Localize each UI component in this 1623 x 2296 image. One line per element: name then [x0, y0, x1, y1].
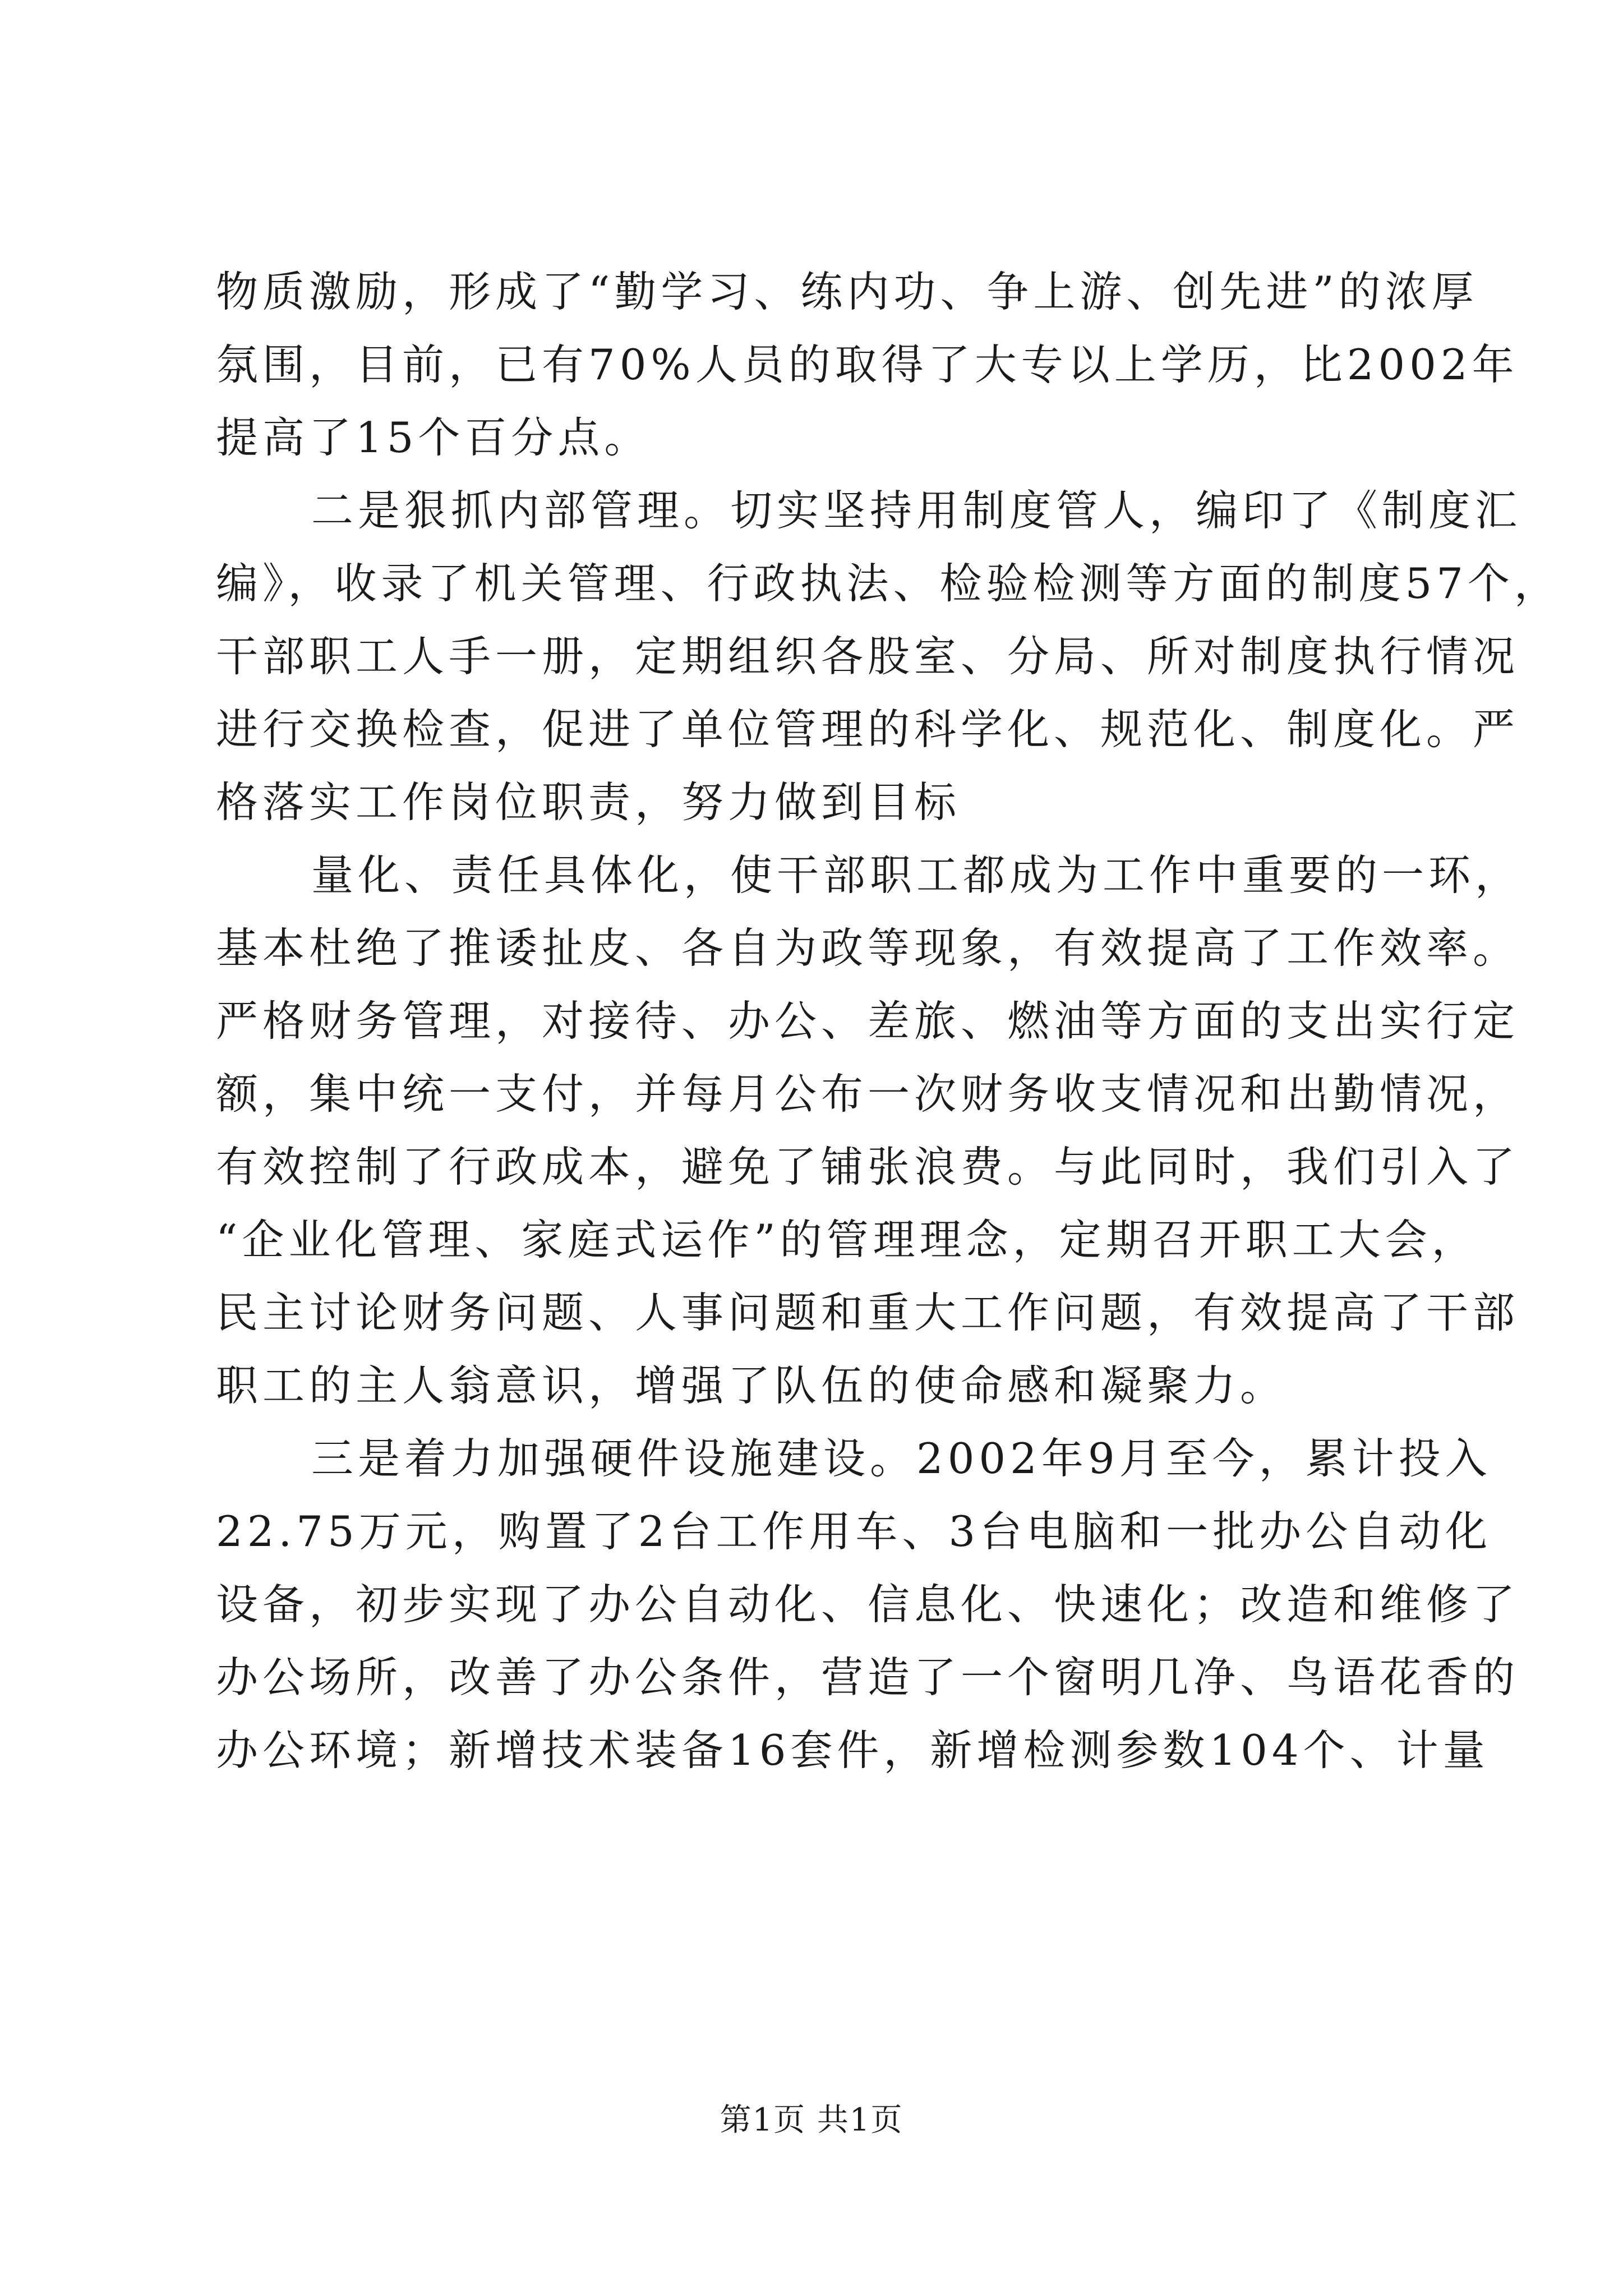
- text-line: 办公场所，改善了办公条件，营造了一个窗明几净、鸟语花香的: [216, 1653, 1520, 1702]
- paragraph-start-line: 三是着力加强硬件设施建设。2002年9月至今，累计投入: [311, 1434, 1492, 1483]
- page-footer: [0, 2095, 1623, 2140]
- text-line: 22.75万元，购置了2台工作用车、3台电脑和一批办公自动化: [216, 1507, 1492, 1556]
- text-line: 氛围，目前，已有70%人员的取得了大专以上学历，比2002年: [216, 340, 1519, 389]
- text-line: 基本杜绝了推诿扯皮、各自为政等现象，有效提高了工作效率。: [216, 923, 1520, 973]
- text-line: 职工的主人翁意识，增强了队伍的使命感和凝聚力。: [216, 1361, 1287, 1410]
- text-line: 编》，收录了机关管理、行政执法、检验检测等方面的制度57个，: [216, 559, 1561, 608]
- text-line: 额，集中统一支付，并每月公布一次财务收支情况和出勤情况，: [216, 1069, 1520, 1119]
- text-line: 提高了15个百分点。: [216, 413, 651, 462]
- paragraph-start-line: 二是狠抓内部管理。切实坚持用制度管人，编印了《制度汇: [311, 486, 1522, 535]
- text-line: 严格财务管理，对接待、办公、差旅、燃油等方面的支出实行定: [216, 996, 1520, 1046]
- text-line: 设备，初步实现了办公自动化、信息化、快速化；改造和维修了: [216, 1580, 1520, 1629]
- paragraph-start-line: 量化、责任具体化，使干部职工都成为工作中重要的一环，: [311, 850, 1522, 900]
- text-line: 民主讨论财务问题、人事问题和重大工作问题，有效提高了干部: [216, 1288, 1520, 1337]
- text-line: 干部职工人手一册，定期组织各股室、分局、所对制度执行情况: [216, 632, 1520, 681]
- text-line: 进行交换检查，促进了单位管理的科学化、规范化、制度化。严: [216, 705, 1520, 754]
- document-body: [216, 255, 1561, 1787]
- text-line: “企业化管理、家庭式运作”的管理理念，定期召开职工大会，: [216, 1215, 1478, 1264]
- text-line: 办公环境；新增技术装备16套件，新增检测参数104个、计量: [216, 1726, 1490, 1775]
- page-number-label: 第1页 共1页: [720, 2102, 903, 2138]
- text-line: 物质激励，形成了“勤学习、练内功、争上游、创先进”的浓厚: [216, 267, 1478, 316]
- text-line: 格落实工作岗位职责，努力做到目标: [216, 777, 961, 827]
- text-line: 有效控制了行政成本，避免了铺张浪费。与此同时，我们引入了: [216, 1142, 1520, 1191]
